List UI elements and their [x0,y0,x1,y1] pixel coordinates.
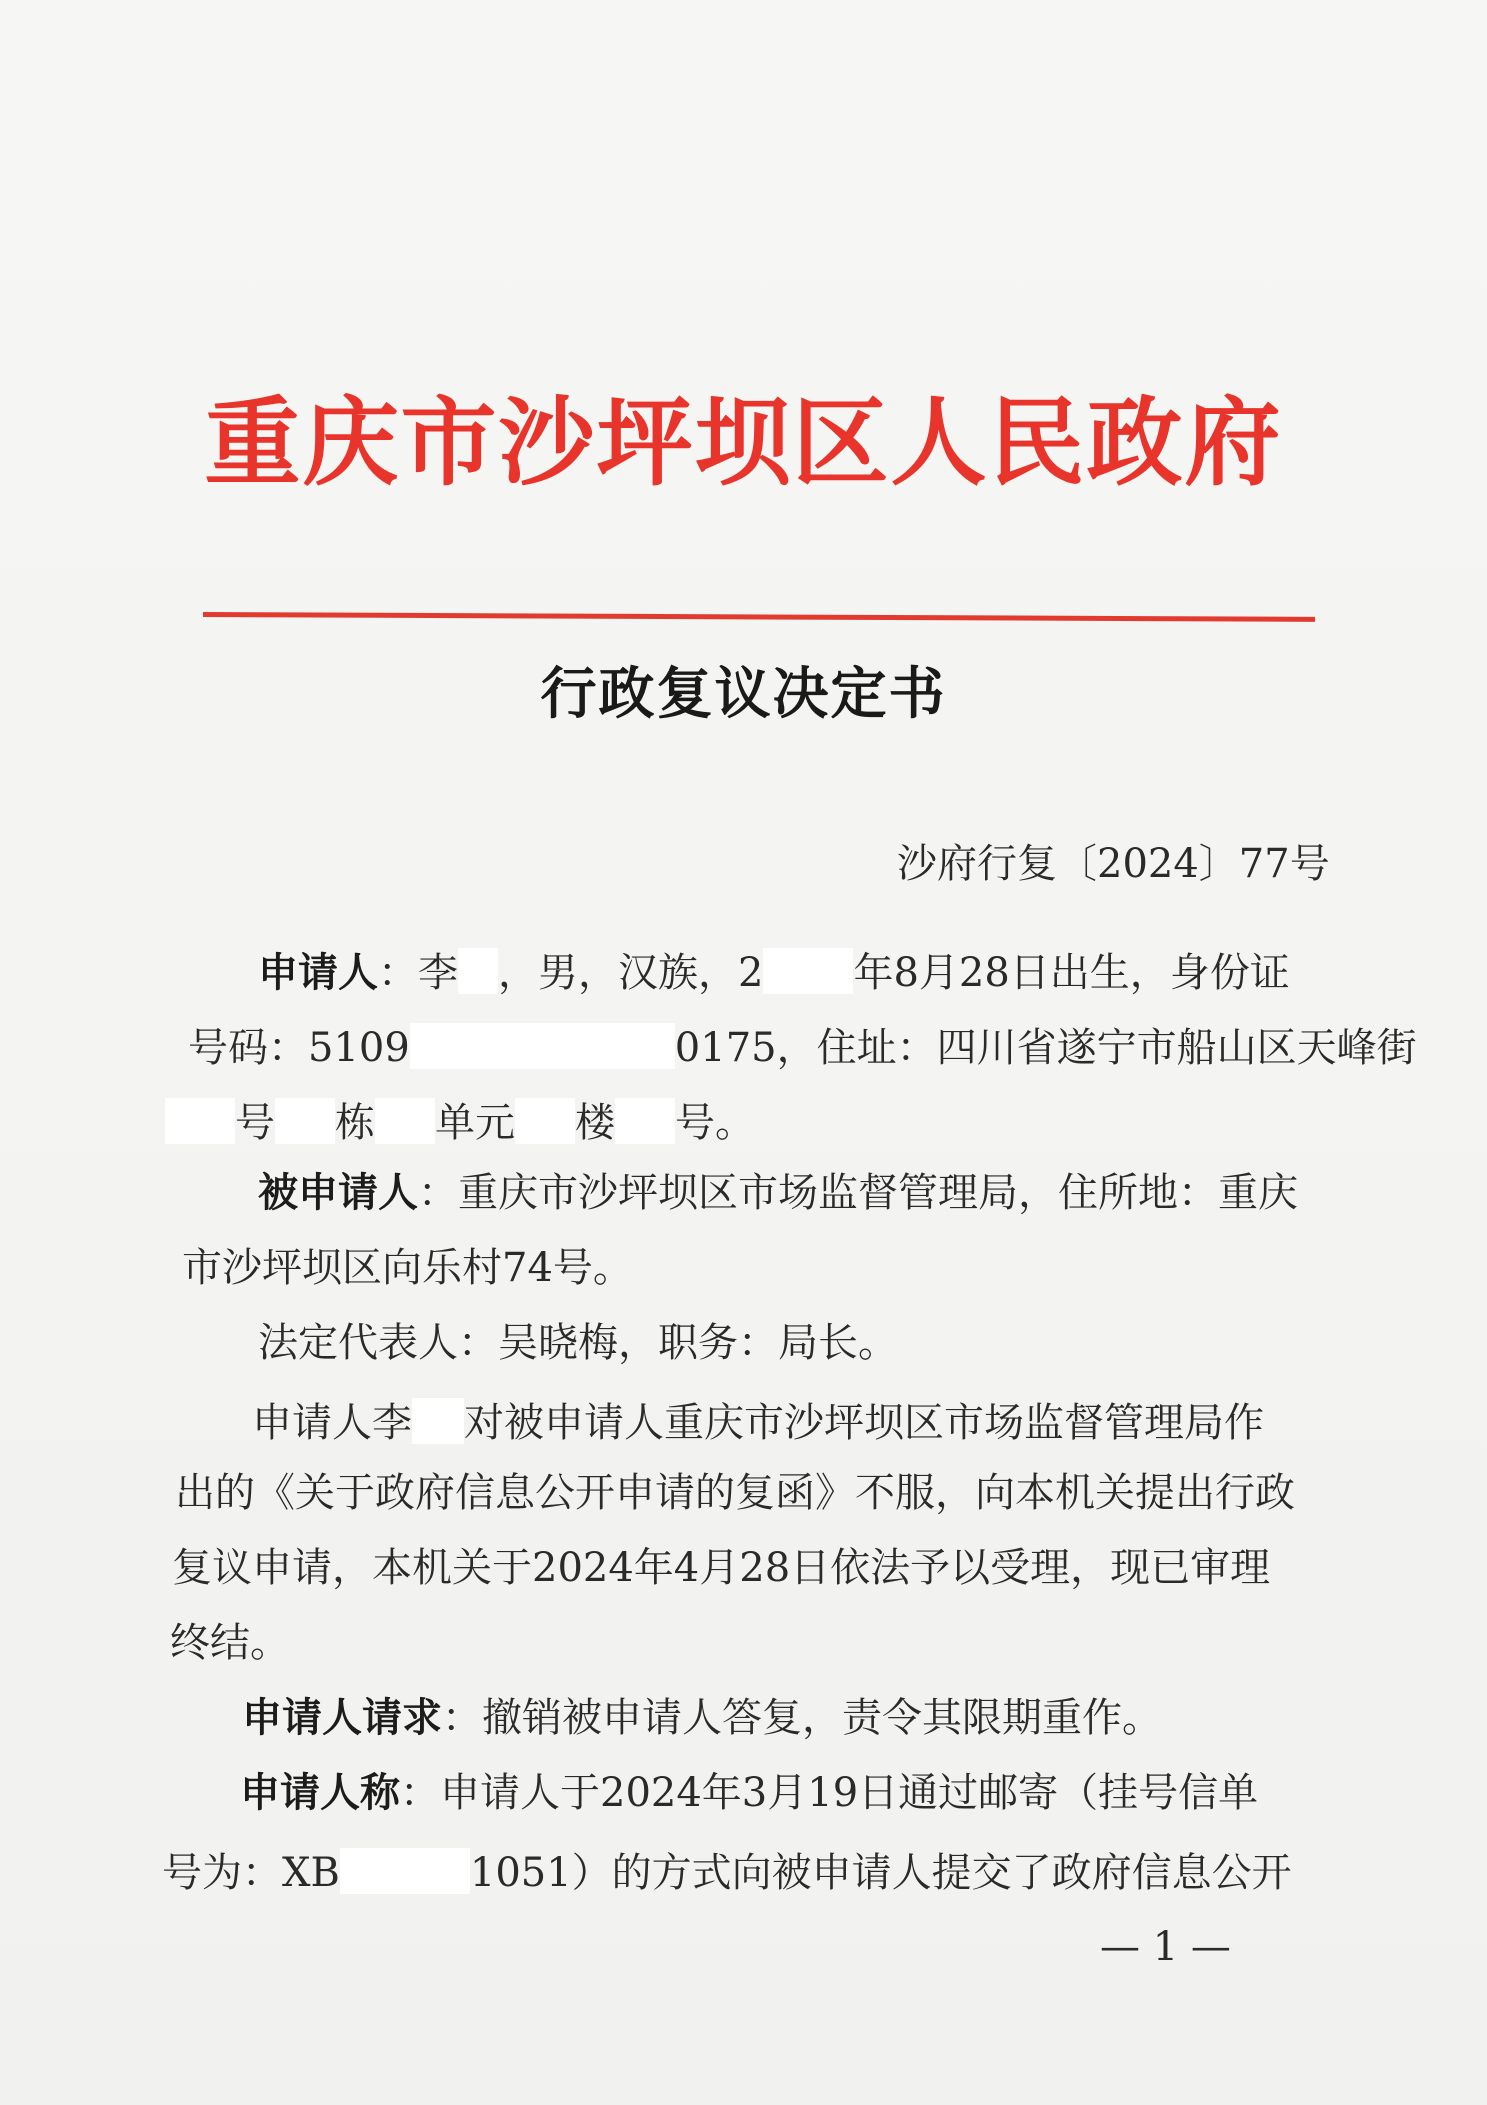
intro-line-4: 终结。 [170,1620,290,1666]
redaction-box [763,948,853,994]
respondent-line-2: 市沙坪坝区向乐村74号。 [182,1245,633,1291]
respondent-line-1: 被申请人：重庆市沙坪坝区市场监督管理局，住所地：重庆 [258,1169,1298,1216]
claim-line-1: 申请人称：申请人于2024年3月19日通过邮寄（挂号信单 [240,1769,1259,1816]
redaction-box [412,1398,464,1444]
legal-representative: 法定代表人：吴晓梅，职务：局长。 [258,1320,898,1366]
red-separator-line [203,612,1315,622]
redaction-box [615,1098,675,1144]
issuing-authority-header: 重庆市沙坪坝区人民政府 [204,386,1283,499]
claim-label: 申请人称 [240,1769,400,1816]
request-line: 申请人请求：撤销被申请人答复，责令其限期重作。 [242,1694,1162,1741]
intro-line-1: 申请人李 对被申请人重庆市沙坪坝区市场监督管理局作 [252,1400,1264,1446]
redaction-box [458,948,498,994]
redaction-box [275,1098,335,1144]
request-label: 申请人请求 [242,1694,442,1741]
intro-line-3: 复议申请，本机关于2024年4月28日依法予以受理，现已审理 [172,1545,1271,1591]
intro-line-2: 出的《关于政府信息公开申请的复函》不服，向本机关提出行政 [175,1470,1295,1516]
respondent-label: 被申请人 [258,1169,418,1216]
redaction-box [410,1023,675,1069]
document-title: 行政复议决定书 [540,661,947,727]
applicant-line-3: 号 栋 单元 楼 号。 [165,1098,755,1144]
applicant-line-1: 申请人：李 ，男，汉族，2 年8月28日出生，身份证 [258,949,1290,996]
applicant-line-2: 号码：5109 0175，住址：四川省遂宁市船山区天峰街 [188,1025,1417,1071]
document-number: 沙府行复〔2024〕77号 [897,841,1330,887]
redaction-box [340,1848,470,1894]
redaction-box [515,1098,575,1144]
page-number: — 1 — [1100,1924,1231,1970]
redaction-box [375,1098,435,1144]
redaction-box [165,1098,235,1144]
claim-line-2: 号为：XB 1051）的方式向被申请人提交了政府信息公开 [162,1850,1292,1896]
applicant-label: 申请人 [258,949,378,996]
